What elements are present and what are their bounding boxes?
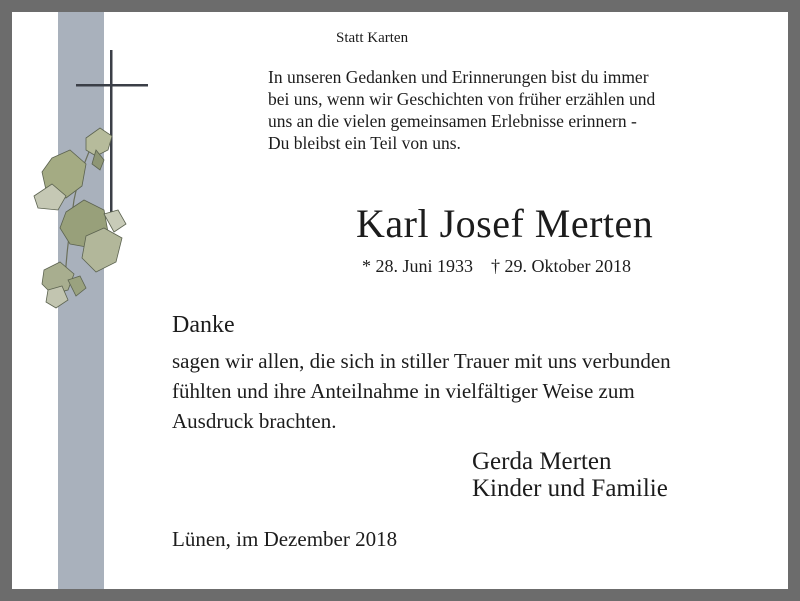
- thanks-text: [172, 346, 671, 436]
- thanks-line: fühlten und ihre Anteilnahme in vielfältiger Weise zum: [172, 379, 635, 403]
- header-statt-karten: Statt Karten: [336, 30, 409, 46]
- poem-line: bei uns, wenn wir Geschichten von früher erzählen und: [268, 89, 656, 109]
- thanks-line: sagen wir allen, die sich in stiller Trauer mit uns verbunden: [172, 349, 671, 373]
- poem: [268, 66, 655, 154]
- death-date: † 29. Oktober 2018: [491, 256, 631, 276]
- cross-icon: [76, 50, 148, 220]
- deceased-name: Karl Josef Merten: [356, 201, 654, 246]
- poem-line: uns an die vielen gemeinsamen Erlebnisse erinnern -: [268, 111, 637, 131]
- signature: [472, 448, 668, 502]
- poem-line: In unseren Gedanken und Erinnerungen bist du immer: [268, 67, 649, 87]
- poem-line: Du bleibst ein Teil von uns.: [268, 133, 461, 153]
- place-and-date: Lünen, im Dezember 2018: [172, 527, 398, 551]
- thanks-heading: Danke: [172, 312, 235, 338]
- signature-line: Kinder und Familie: [472, 475, 668, 502]
- life-dates: [362, 256, 631, 277]
- birth-date: * 28. Juni 1933: [362, 256, 474, 276]
- thanks-line: Ausdruck brachten.: [172, 409, 337, 433]
- signature-line: Gerda Merten: [472, 448, 612, 475]
